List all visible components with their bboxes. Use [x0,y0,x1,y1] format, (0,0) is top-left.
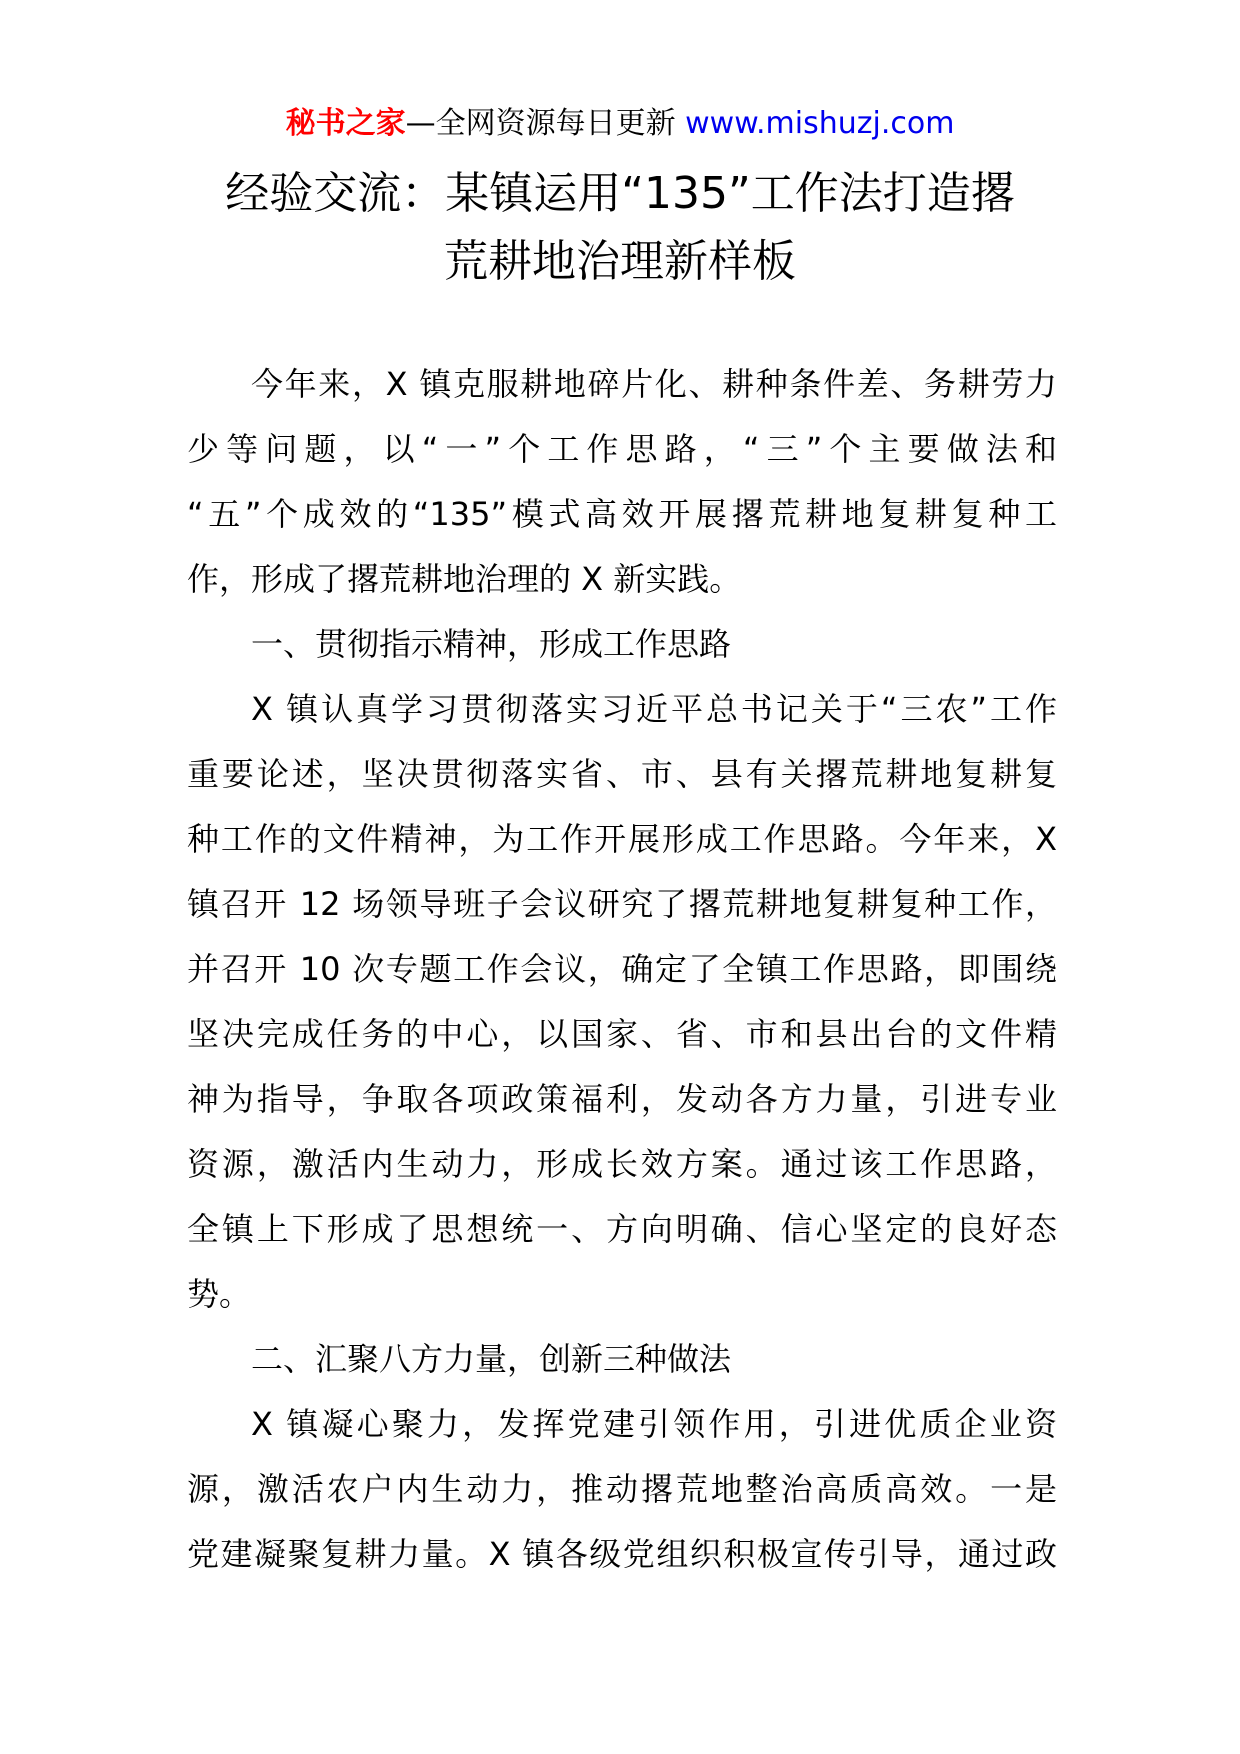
paragraph-line: 势。 [187,1275,252,1313]
paragraph-line: X 镇认真学习贯彻落实习近平总书记关于“三农”工作 [251,690,1057,728]
brand-name: 秘书之家 [285,106,406,141]
paragraph-line: 神为指导，争取各项政策福利，发动各方力量，引进专业 [187,1080,1057,1118]
paragraph-line: 镇召开 12 场领导班子会议研究了撂荒耕地复耕复种工作， [187,885,1057,923]
paragraph-line: 并召开 10 次专题工作会议，确定了全镇工作思路，即围绕 [187,950,1057,988]
title-line-1: 经验交流：某镇运用“135”工作法打造撂 [225,168,1015,219]
paragraph-line: 少等问题，以“一”个工作思路，“三”个主要做法和 [187,430,1057,468]
paragraph-line: 种工作的文件精神，为工作开展形成工作思路。今年来，X [187,820,1057,858]
document-body [187,352,1057,1587]
document-title [150,160,1090,296]
header-slogan: —全网资源每日更新 [405,106,676,141]
paragraph-line: 今年来，X 镇克服耕地碎片化、耕种条件差、务耕劳力 [251,365,1057,403]
paragraph-line: 重要论述，坚决贯彻落实省、市、县有关撂荒耕地复耕复 [187,755,1057,793]
site-header [0,103,1240,145]
site-url-link[interactable]: www.mishuzj.com [685,106,955,141]
paragraph-line: “五”个成效的“135”模式高效开展撂荒耕地复耕复种工 [187,495,1057,533]
paragraph-line: 坚决完成任务的中心，以国家、省、市和县出台的文件精 [187,1015,1057,1053]
paragraph-line: 党建凝聚复耕力量。X 镇各级党组织积极宣传引导，通过政 [187,1535,1057,1573]
paragraph-line: 作，形成了撂荒耕地治理的 X 新实践。 [187,560,742,598]
paragraph-line: X 镇凝心聚力，发挥党建引领作用，引进优质企业资 [251,1405,1057,1443]
section-heading-2: 二、汇聚八方力量，创新三种做法 [251,1340,732,1378]
paragraph-line: 资源，激活内生动力，形成长效方案。通过该工作思路， [187,1145,1057,1183]
section-heading-1: 一、贯彻指示精神，形成工作思路 [251,625,732,663]
paragraph-line: 源，激活农户内生动力，推动撂荒地整治高质高效。一是 [187,1470,1057,1508]
title-line-2: 荒耕地治理新样板 [444,236,796,287]
paragraph-line: 全镇上下形成了思想统一、方向明确、信心坚定的良好态 [187,1210,1057,1248]
